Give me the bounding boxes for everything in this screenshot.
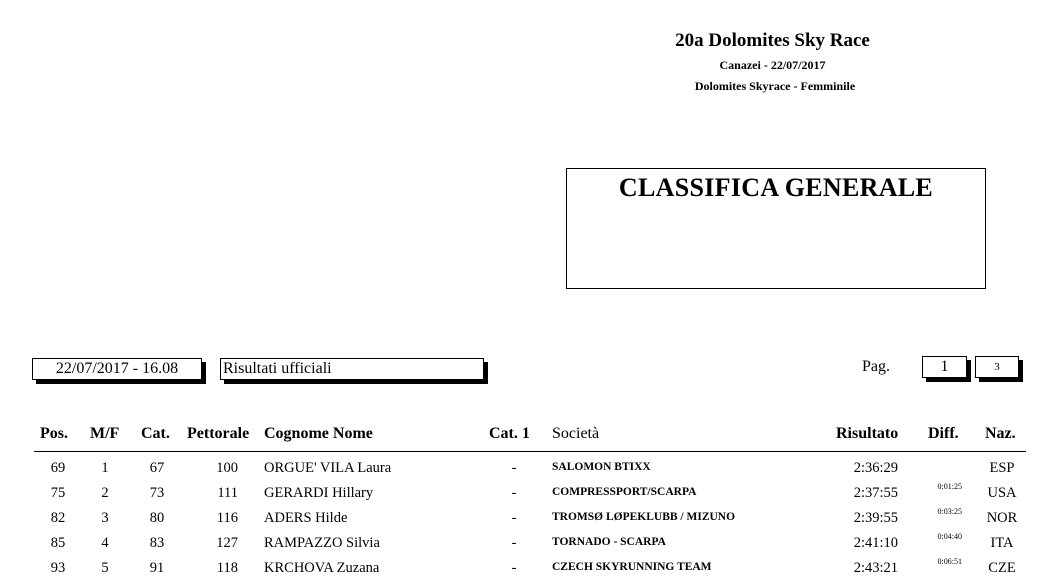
header-cat: Cat. — [141, 425, 170, 442]
cell-cat1: - — [511, 535, 517, 551]
header-mf: M/F — [90, 425, 120, 442]
header-diff: Diff. — [928, 425, 959, 442]
cell-naz: ESP — [989, 460, 1015, 476]
cell-name: GERARDI Hillary — [264, 485, 374, 501]
cell-risultato: 2:37:55 — [853, 485, 898, 501]
cell-societa: SALOMON BTIXX — [552, 461, 651, 473]
cell-cat: 91 — [149, 560, 165, 576]
cell-cat1: - — [511, 510, 517, 526]
cell-pettorale: 116 — [216, 510, 238, 526]
cell-pos: 82 — [50, 510, 66, 526]
cell-cat: 73 — [149, 485, 165, 501]
cell-name: KRCHOVA Zuzana — [264, 560, 380, 576]
cell-risultato: 2:36:29 — [853, 460, 898, 476]
cell-cat: 80 — [149, 510, 165, 526]
cell-mf: 1 — [101, 460, 109, 476]
table-row — [0, 532, 1059, 560]
cell-societa: TORNADO - SCARPA — [552, 536, 666, 548]
cell-risultato: 2:39:55 — [853, 510, 898, 526]
cell-naz: NOR — [986, 510, 1018, 526]
cell-naz: USA — [987, 485, 1017, 501]
table-row — [0, 482, 1059, 510]
cell-pettorale: 127 — [216, 535, 238, 551]
cell-name: RAMPAZZO Silvia — [264, 535, 380, 551]
cell-cat1: - — [511, 460, 517, 476]
classification-box — [566, 168, 986, 289]
header-name: Cognome Nome — [264, 425, 373, 442]
cell-mf: 4 — [101, 535, 109, 551]
cell-diff: 0:06:51 — [937, 557, 962, 566]
cell-cat: 67 — [149, 460, 165, 476]
cell-pettorale: 111 — [217, 485, 238, 501]
cell-pos: 93 — [50, 560, 66, 576]
cell-pos: 69 — [50, 460, 66, 476]
cell-pettorale: 100 — [216, 460, 238, 476]
cell-cat: 83 — [149, 535, 165, 551]
page-label: Pag. — [862, 358, 890, 375]
cell-pos: 75 — [50, 485, 66, 501]
total-pages-box: 3 — [975, 356, 1019, 378]
cell-naz: ITA — [990, 535, 1014, 551]
cell-diff: 0:04:40 — [937, 532, 962, 541]
header-divider — [34, 451, 1026, 452]
cell-mf: 2 — [101, 485, 109, 501]
page-number-box: 1 — [922, 356, 967, 378]
header-naz: Naz. — [985, 425, 1016, 442]
cell-name: ADERS Hilde — [264, 510, 348, 526]
event-title: 20a Dolomites Sky Race — [675, 30, 870, 51]
event-location-date: Canazei - 22/07/2017 — [719, 58, 826, 72]
classification-title: CLASSIFICA GENERALE — [618, 173, 934, 202]
cell-naz: CZE — [988, 560, 1016, 576]
cell-pos: 85 — [50, 535, 66, 551]
table-row — [0, 557, 1059, 585]
cell-societa: TROMSØ LØPEKLUBB / MIZUNO — [552, 511, 736, 523]
header-societa: Società — [552, 425, 600, 442]
cell-societa: COMPRESSPORT/SCARPA — [552, 486, 697, 498]
cell-diff: 0:01:25 — [937, 482, 962, 491]
cell-diff: 0:03:25 — [937, 507, 962, 516]
cell-cat1: - — [511, 485, 517, 501]
cell-societa: CZECH SKYRUNNING TEAM — [552, 561, 712, 573]
cell-mf: 5 — [101, 560, 109, 576]
datetime-box: 22/07/2017 - 16.08 — [32, 358, 202, 380]
header-pettorale: Pettorale — [187, 425, 250, 442]
header-pos: Pos. — [40, 425, 68, 442]
table-row — [0, 460, 1059, 485]
status-box: Risultati ufficiali — [220, 358, 484, 380]
cell-risultato: 2:41:10 — [853, 535, 898, 551]
cell-name: ORGUE' VILA Laura — [264, 460, 392, 476]
cell-cat1: - — [511, 560, 517, 576]
event-category: Dolomites Skyrace - Femminile — [694, 79, 856, 93]
header-cat1: Cat. 1 — [489, 425, 530, 442]
cell-mf: 3 — [101, 510, 109, 526]
header-risultato: Risultato — [836, 425, 899, 442]
cell-risultato: 2:43:21 — [853, 560, 898, 576]
table-row — [0, 507, 1059, 535]
cell-pettorale: 118 — [216, 560, 238, 576]
